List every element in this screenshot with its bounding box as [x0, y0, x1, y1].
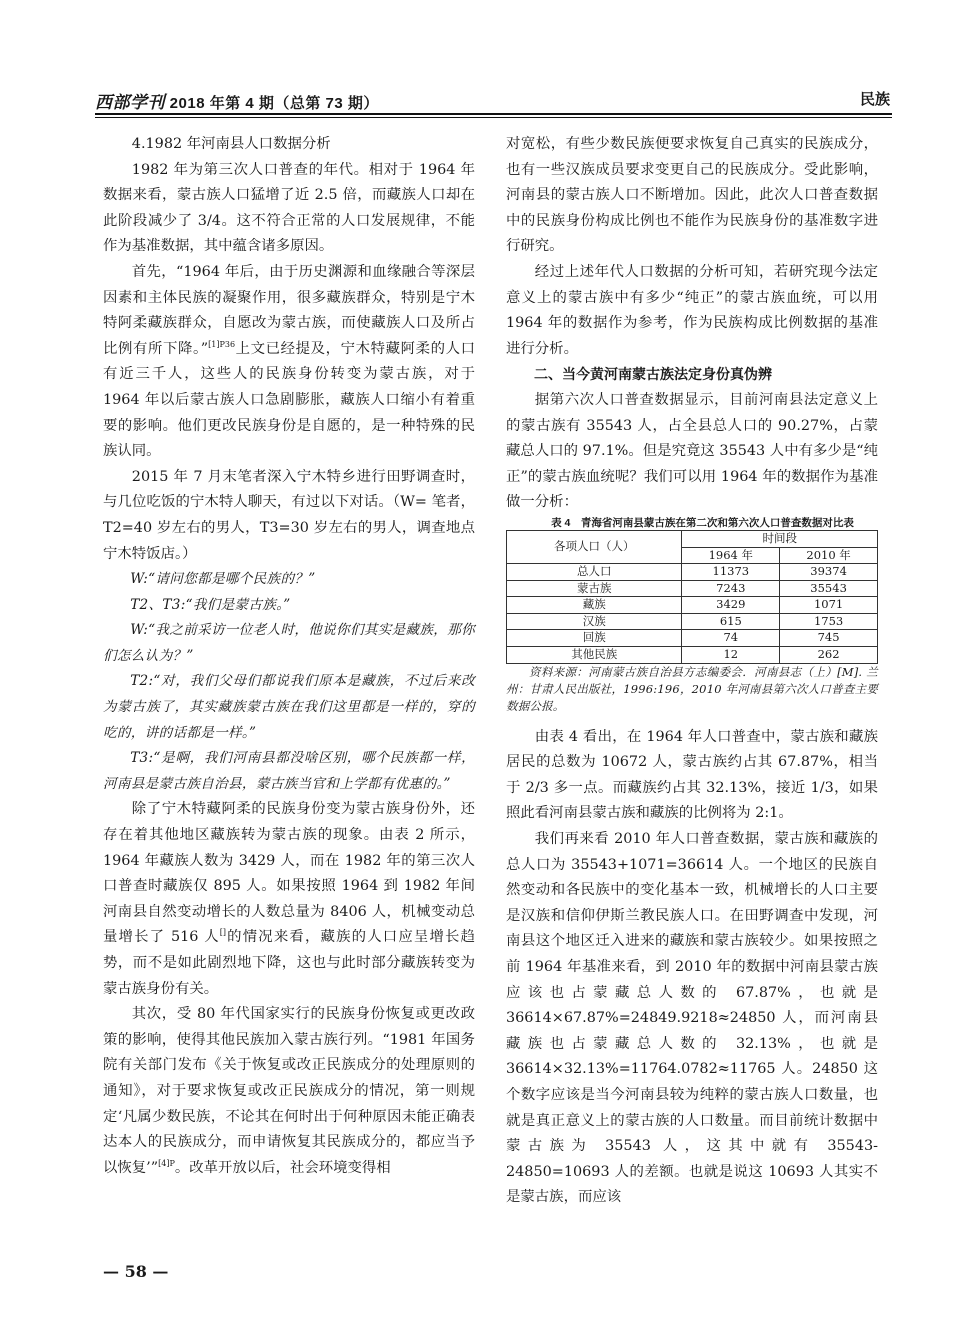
journal-logo: 西部学刊: [95, 93, 165, 113]
dialogue-line: T3:“是啊，我们河南县都没啥区别，哪个民族都一样，河南县是蒙古族自治县，蒙古族当官和上学都有优惠的。”: [103, 750, 475, 792]
table-row-header: 各项人口（人）: [507, 530, 682, 563]
paragraph: [103, 1002, 475, 1181]
table-cell-label: 蒙古族: [507, 580, 682, 597]
section-tag: 民族: [859, 91, 890, 108]
table-source-note: 资料来源：河南蒙古族自治县方志编委会．河南县志（上）[M]. 兰州：甘肃人民出版社，1996:196，2010 年河南县第六次人口普查主要数据公报。: [506, 664, 878, 713]
subsection-heading: 4.1982 年河南县人口数据分析: [131, 136, 331, 152]
running-header: [95, 84, 890, 114]
paragraph: 由表 4 看出，在 1964 年人口普查中，蒙古族和藏族居民的总数为 10672 人，蒙古族约占其 67.87%，相当于 2/3 多一点。而藏族约占其 32.13%，接近 1/3，如果照此看河南县蒙古族和藏族的比例将为 2:1。: [506, 728, 878, 822]
table-column-header: 2010 年: [780, 547, 878, 564]
table-cell: 1071: [780, 597, 878, 614]
table-row: [507, 647, 878, 664]
journal-title: [95, 88, 379, 113]
table-cell: 35543: [780, 580, 878, 597]
table-row: [507, 630, 878, 647]
citation: [1]P36: [208, 339, 236, 349]
table-cell: 262: [780, 647, 878, 664]
dialogue-line: W:“请问您都是哪个民族的？”: [130, 571, 316, 588]
citation: []: [219, 928, 227, 938]
table-row: [507, 564, 878, 581]
table-cell-label: 其他民族: [507, 647, 682, 664]
paragraph: [103, 797, 475, 1002]
citation: [4]P: [158, 1158, 175, 1168]
table-row: [507, 613, 878, 630]
table-cell: 74: [682, 630, 780, 647]
table-cell: 12: [682, 647, 780, 664]
dialogue-line: T2:“对，我们父母们都说我们原本是藏族，不过后来改为蒙古族了，其实藏族蒙古族在我们这里都是一样的，穿的吃的，讲的话都是一样。”: [103, 673, 475, 741]
table-caption: 表 4 青海省河南县蒙古族在第二次和第六次人口普查数据对比表: [551, 516, 854, 529]
table-cell: 745: [780, 630, 878, 647]
section-heading: 二、当今黄河南蒙古族法定身份真伪辨: [534, 366, 772, 383]
paragraph-text: 的情况来看，藏族的人口应呈增长趋势，而不是如此剧烈地下降，这也与此时部分藏族转变为蒙古族身份有关。: [103, 929, 475, 997]
table-row: [507, 597, 878, 614]
spacer: [506, 715, 878, 725]
paragraph: 我们再来看 2010 年人口普查数据，蒙古族和藏族的总人口为 35543+1071=36614 人。一个地区的民族自然变动和各民族中的变化基本一致，机械增长的人口主要是汉族和信仰伊斯兰教民族人口。在田野调查中发现，河南县这个地区迁入进来的藏族和蒙古族较少。如果按照之前 1964 年基准来看，到 2010 年的数据中河南县蒙古族应该也占蒙藏总人数的 67.87%，也就是 36614×67.87%=24849.9218≈24850 人，而河南县藏族也占蒙藏总人数的 32.13%，也就是 36614×32.13%=11764.0782≈11765 人。24850 这个数字应该是当今河南县较为纯粹的蒙古族人口数量，也就是真正意义上的蒙古族的人口数量。而目前统计数据中蒙古族为 35543 人，这其中就有 35543-24850=10693 人的差额。也就是说这 10693 人其实不是蒙古族，而应该: [506, 831, 878, 1206]
paragraph: 2015 年 7 月末笔者深入宁木特乡进行田野调查时，与几位吃饭的宁木特人聊天，有过以下对话。（W= 笔者，T2=40 岁左右的男人，T3=30 岁左右的男人，调查地点宁木特饭店。）: [103, 468, 475, 562]
table-column-group: 时间段: [682, 530, 878, 547]
table-cell: 7243: [682, 580, 780, 597]
table-cell: 39374: [780, 564, 878, 581]
issue-info: 2018 年第 4 期（总第 73 期）: [169, 95, 379, 112]
paragraph: 据第六次人口普查数据显示，目前河南县法定意义上的蒙古族有 35543 人，占全县总人口的 90.27%，占蒙藏总人口的 97.1%。但是究竟这 35543 人中有多少是“纯正”的蒙古族血统呢？我们可以用 1964 年的数据作为基准做一分析：: [506, 391, 878, 511]
table-cell-label: 藏族: [507, 597, 682, 614]
table-cell: 615: [682, 613, 780, 630]
paragraph-text: 其次，受 80 年代国家实行的民族身份恢复或更改政策的影响，使得其他民族加入蒙古族行列。“1981 年国务院有关部门发布《关于恢复或改正民族成分的处理原则的通知》，对于要求恢复或改正民族成分的情况，第一则规定‘凡属少数民族，不论其在何时出于何种原因未能正确表达本人的民族成分，而申请恢复其民族成分的，都应当予以恢复’”: [103, 1006, 475, 1176]
dialogue-line: T2、T3:“我们是蒙古族。”: [130, 596, 291, 613]
table-cell-label: 汉族: [507, 613, 682, 630]
paragraph-text: 除了宁木特藏阿柔的民族身份变为蒙古族身份外，还存在着其他地区藏族转为蒙古族的现象。由表 2 所示，1964 年藏族人数为 3429 人，而在 1982 年的第三次人口普查时藏族仅 895 人。如果按照 1964 到 1982 年间河南县自然变动增长的人数总量为 8406 人，机械变动总量增长了 516 人: [103, 801, 475, 946]
population-table: [506, 530, 878, 664]
table-row: [507, 580, 878, 597]
table-cell-label: 总人口: [507, 564, 682, 581]
paragraph-text: 。改革开放以后，社会环境变得相: [174, 1159, 391, 1176]
table-cell: 3429: [682, 597, 780, 614]
paragraph: [103, 260, 475, 465]
paragraph: 对宽松，有些少数民族便要求恢复自己真实的民族成分，也有一些汉族成员要求变更自己的民族成分。受此影响，河南县的蒙古族人口不断增加。因此，此次人口普查数据中的民族身份构成比例也不能作为民族身份的基准数字进行研究。: [506, 136, 878, 255]
page-number: — 58 —: [103, 1262, 169, 1281]
header-rule: [95, 113, 892, 115]
header-rule-thin: [95, 117, 892, 118]
paragraph: 经过上述年代人口数据的分析可知，若研究现今法定意义上的蒙古族中有多少“纯正”的蒙古族血统，可以用 1964 年的数据作为参考，作为民族构成比例数据的基准进行分析。: [506, 263, 878, 357]
paragraph-text: 首先，“1964 年后，由于历史渊源和血缘融合等深层因素和主体民族的凝聚作用，很多藏族群众，特别是宁木特阿柔藏族群众，自愿改为蒙古族，而使藏族人口及所占比例有所下降。”: [103, 263, 475, 357]
paragraph-text: 上文已经提及，宁木特藏阿柔的人口有近三千人，这些人的民族身份转变为蒙古族，对于 1964 年以后蒙古族人口急剧膨胀，藏族人口缩小有着重要的影响。他们更改民族身份是自愿的，是一种特殊的民族认同。: [103, 340, 475, 460]
left-column: [103, 132, 475, 1181]
dialogue-line: W:“我之前采访一位老人时，他说你们其实是藏族，那你们怎么认为？”: [103, 622, 475, 664]
paragraph: 1982 年为第三次人口普查的年代。相对于 1964 年数据来看，蒙古族人口猛增了近 2.5 倍，而藏族人口却在此阶段减少了 3/4。这不符合正常的人口发展规律，不能作为基准数据，其中蕴含诸多原因。: [103, 161, 475, 255]
right-column: [506, 132, 878, 1211]
table-cell-label: 回族: [507, 630, 682, 647]
table-column-header: 1964 年: [682, 547, 780, 564]
table-cell: 1753: [780, 613, 878, 630]
table-cell: 11373: [682, 564, 780, 581]
